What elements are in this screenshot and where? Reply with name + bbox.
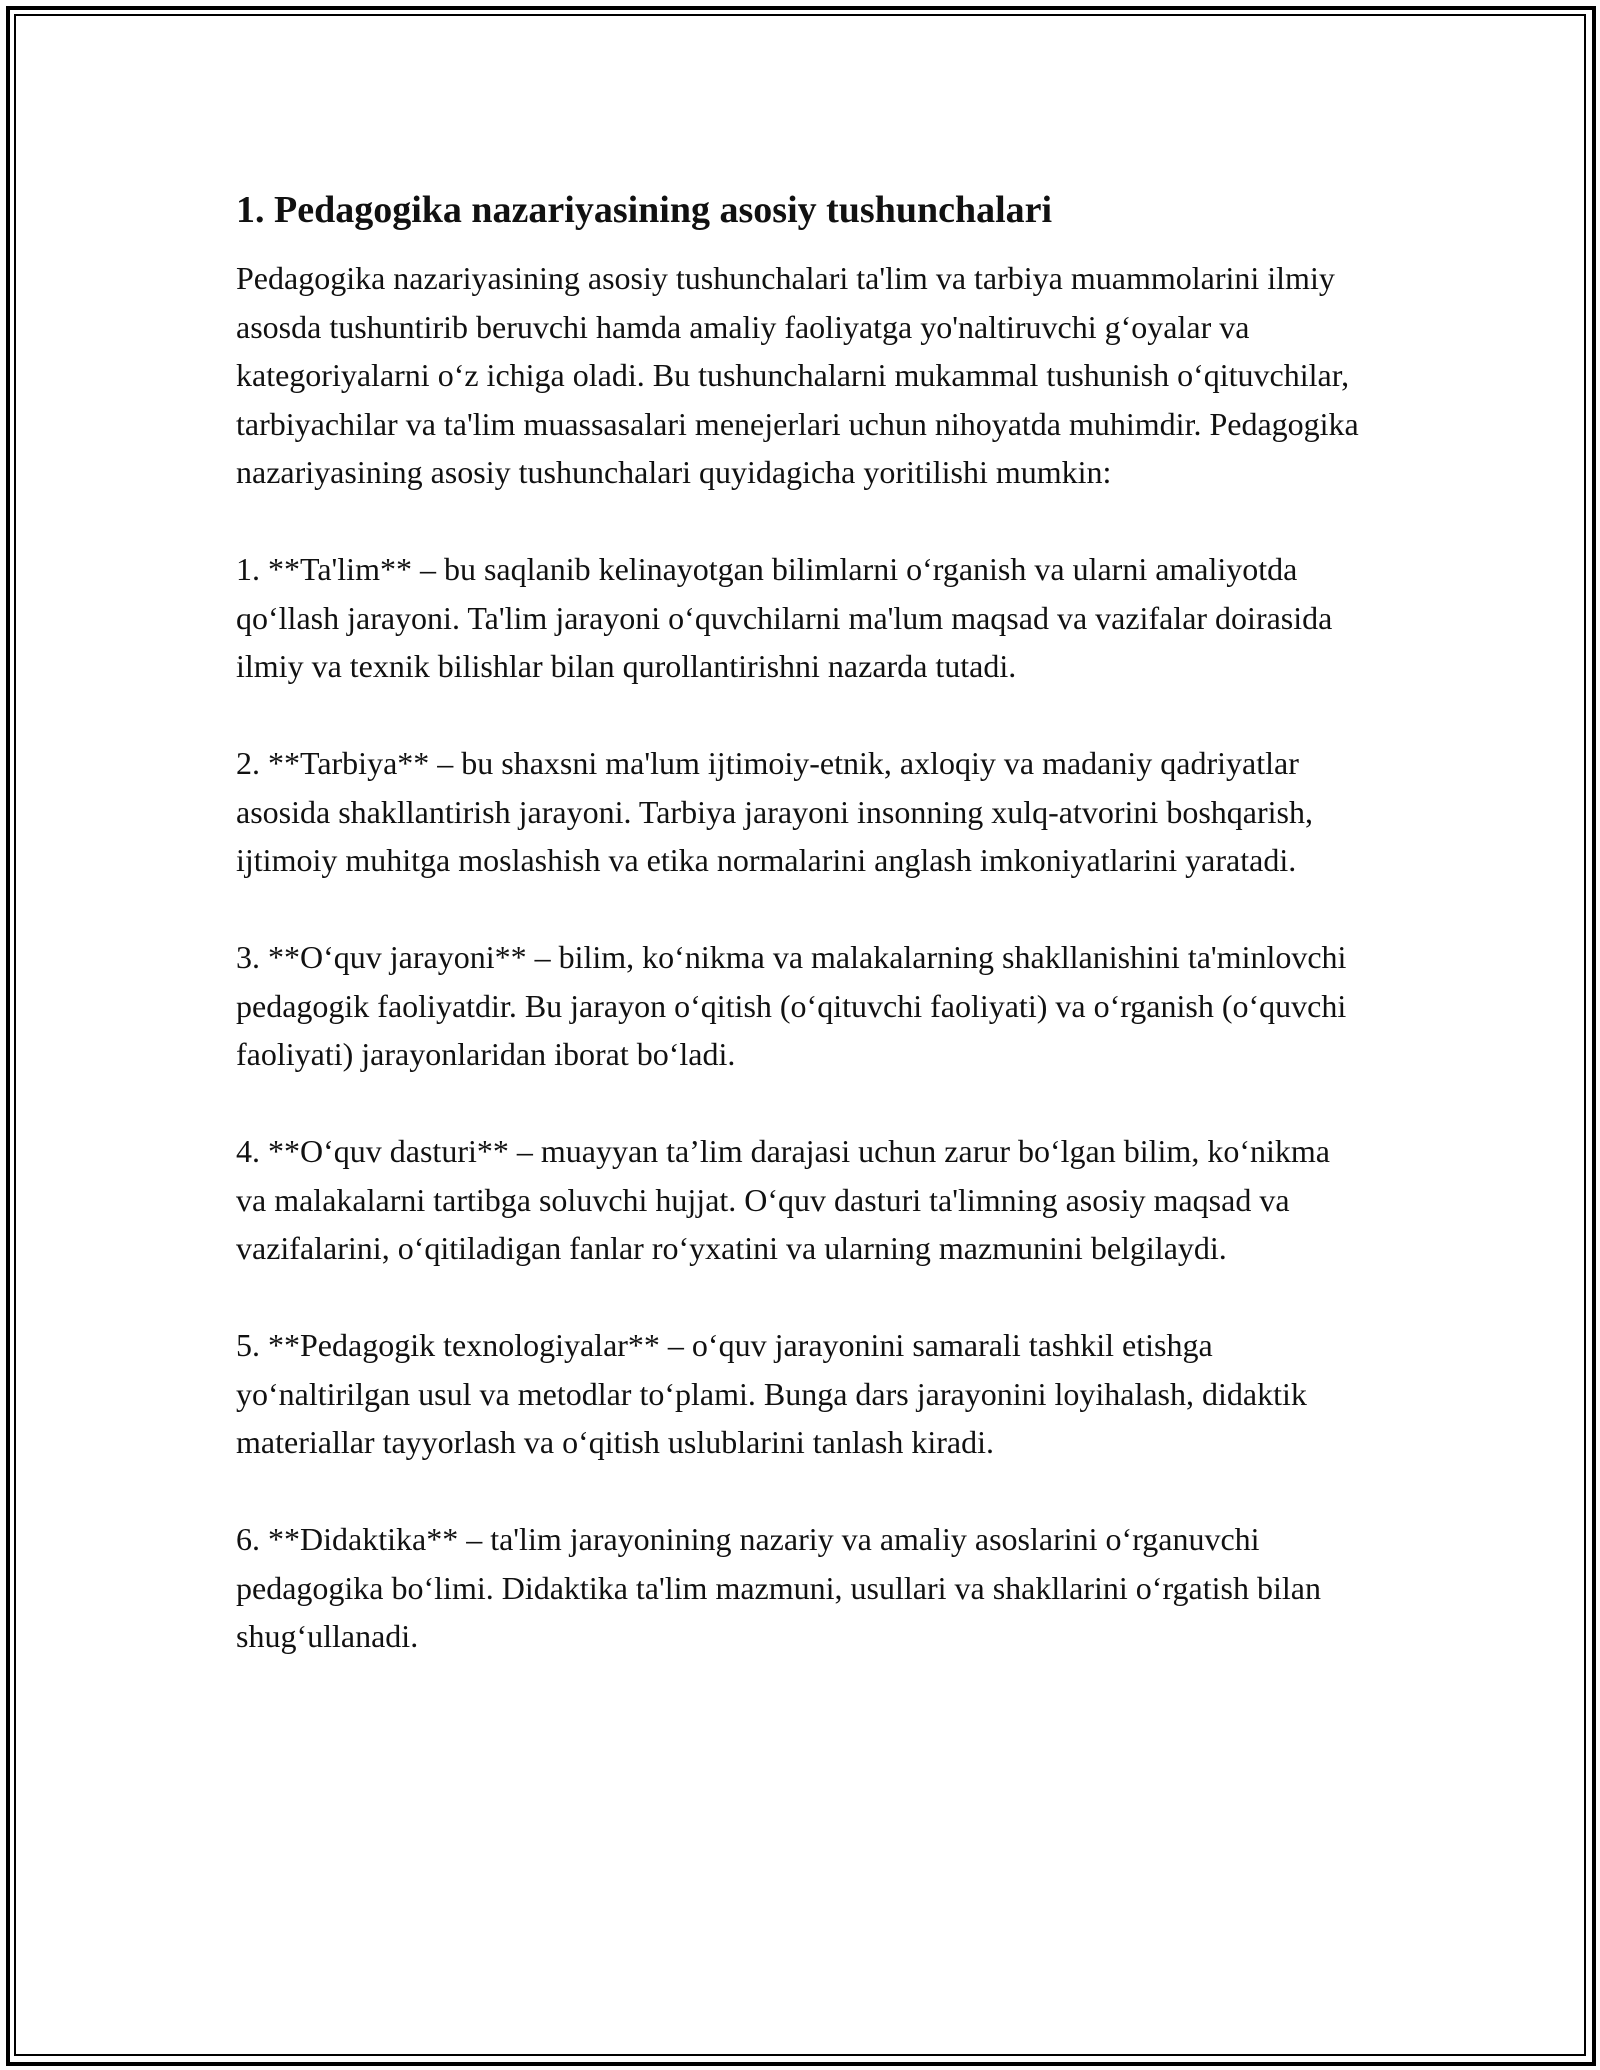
- intro-paragraph: Pedagogika nazariyasining asosiy tushunchalari ta'lim va tarbiya muammolarini ilmiy asosda tushuntirib beruvchi hamda amaliy faoliyatga yo'naltiruvchi g‘oyalar va kategoriyalarni o‘z ichiga oladi. Bu tushunchalarni mukammal tushunish o‘qituvchilar, tarbiyachilar va ta'lim muassasalari menejerlari uchun nihoyatda muhimdir. Pedagogika nazariyasining asosiy tushunchalari quyidagicha yoritilishi mumkin:: [236, 260, 1359, 490]
- document-body: [236, 186, 1366, 1709]
- list-item-pedagogik-texnologiyalar: 5. **Pedagogik texnologiyalar** – o‘quv jarayonini samarali tashkil etishga yo‘naltirilgan usul va metodlar to‘plami. Bunga dars jarayonini loyihalash, didaktik materiallar tayyorlash va o‘qitish uslublarini tanlash kiradi.: [236, 1327, 1307, 1460]
- list-item-oquv-dasturi: 4. **O‘quv dasturi** – muayyan ta’lim darajasi uchun zarur bo‘lgan bilim, ko‘nikma va malakalarni tartibga soluvchi hujjat. O‘quv dasturi ta'limning asosiy maqsad va vazifalarini, o‘qitiladigan fanlar ro‘yxatini va ularning mazmunini belgilaydi.: [236, 1133, 1330, 1266]
- list-item-talim: 1. **Ta'lim** – bu saqlanib kelinayotgan bilimlarni o‘rganish va ularni amaliyotda qo‘llash jarayoni. Ta'lim jarayoni o‘quvchilarni ma'lum maqsad va vazifalar doirasida ilmiy va texnik bilishlar bilan qurollantirishni nazarda tutadi.: [236, 551, 1333, 684]
- list-item-oquv-jarayoni: 3. **O‘quv jarayoni** – bilim, ko‘nikma va malakalarning shakllanishini ta'minlovchi pedagogik faoliyatdir. Bu jarayon o‘qitish (o‘qituvchi faoliyati) va o‘rganish (o‘quvchi faoliyati) jarayonlaridan iborat bo‘ladi.: [236, 939, 1347, 1072]
- list-item-didaktika: 6. **Didaktika** – ta'lim jarayonining nazariy va amaliy asoslarini o‘rganuvchi pedagogika bo‘limi. Didaktika ta'lim mazmuni, usullari va shakllarini o‘rgatish bilan shug‘ullanadi.: [236, 1521, 1321, 1654]
- list-item-tarbiya: 2. **Tarbiya** – bu shaxsni ma'lum ijtimoiy-etnik, axloqiy va madaniy qadriyatlar asosida shakllantirish jarayoni. Tarbiya jarayoni insonning xulq-atvorini boshqarish, ijtimoiy muhitga moslashish va etika normalarini anglash imkoniyatlarini yaratadi.: [236, 745, 1313, 878]
- document-heading: 1. Pedagogika nazariyasining asosiy tushunchalari: [236, 189, 1053, 231]
